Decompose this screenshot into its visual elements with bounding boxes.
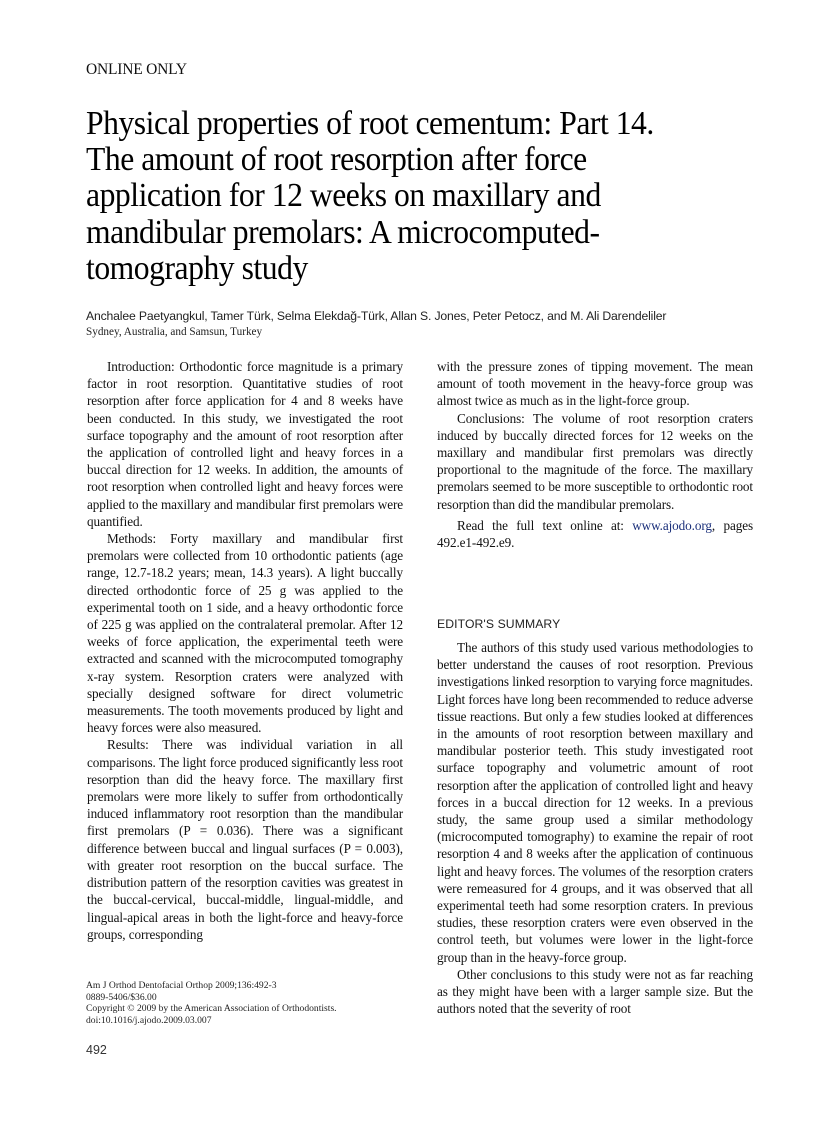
page-number: 492 [86,1043,107,1057]
author-list: Anchalee Paetyangkul, Tamer Türk, Selma Elekdağ-Türk, Allan S. Jones, Peter Petocz, and M. Ali Darendeliler [86,309,667,323]
read-full-text-suffix: , pages 492.e1-492.e9. [437,517,753,551]
article-title [86,106,728,287]
title-line: application for 12 weeks on maxillary and [86,177,601,215]
doi: doi:10.1016/j.ajodo.2009.03.007 [86,1014,212,1026]
editors-summary-body [437,639,753,1017]
editors-summary-heading: EDITOR'S SUMMARY [437,617,561,631]
abstract-methods: Methods: Forty maxillary and mandibular first premolars were collected from 10 orthodontic patients (age range, 12.7-18.2 years; mean, 14.3 years). A light buccally directed orthodontic force of 25 g was applied to the experimental tooth on 1 side, and a heavy orthodontic force of 225 g was applied on the contralateral premolar. After 12 weeks of force application, the experimental teeth were extracted and scanned with the microcomputed tomography x-ray system. Resorption craters were analyzed with specially designed software for direct volumetric measurements. The tooth movements produced by light and heavy forces were also measured. [87,531,403,736]
title-line: tomography study [86,249,308,287]
title-line: Physical properties of root cementum: Part 14. [86,105,654,142]
ajodo-link[interactable]: www.ajodo.org [632,517,712,533]
author-affiliation: Sydney, Australia, and Samsun, Turkey [86,326,263,338]
abstract-left-column [87,358,403,943]
issn-price: 0889-5406/$36.00 [86,991,157,1003]
citation-footer [86,980,337,1026]
abstract-right-column [437,358,753,551]
abstract-results: Results: There was individual variation in all comparisons. The light force produced significantly less root resorption than did the heavy force. The maxillary first premolars were more likely to suffer from orthodontically induced inflammatory root resorption than the mandibular first premolars (P = 0.036). There was a significant difference between buccal and lingual surfaces (P = 0.003), with greater root resorption on the buccal surface. The distribution pattern of the resorption cavities was greatest in the buccal-cervical, buccal-middle, lingual-middle, and lingual-apical areas in both the light-force and heavy-force groups, corresponding [87,737,403,942]
journal-citation: Am J Orthod Dentofacial Orthop 2009;136:492-3 [86,980,277,991]
editors-summary-paragraph: The authors of this study used various methodologies to better understand the causes of root resorption. Previous investigations linked resorption to varying force magnitudes. Light forces have long been recommended to reduce adverse tissue reactions. But only a few studies looked at differences in the amounts of root resorption between maxillary and mandibular posterior teeth. This study investigated root surface topography and volumetric amount of root resorption after the application of controlled light and heavy forces in a buccal direction for 12 weeks. In a previous study, the same group used a similar methodology (microcomputed tomography) to examine the repair of root resorption 4 and 8 weeks after the application of continuous light and heavy forces. The volumes of the resorption craters were remeasured for 4 groups, and it was observed that all experimental teeth had some resorption craters. In previous studies, these resorption craters were even observed in the control teeth, but volumes were lower in the light-force group than in the heavy-force group. [437,640,753,965]
title-line: mandibular premolars: A microcomputed- [86,213,600,251]
section-label: ONLINE ONLY [86,61,187,78]
title-line: The amount of root resorption after force [86,141,587,179]
abstract-results-continued: with the pressure zones of tipping movement. The mean amount of tooth movement in the heavy-force group was almost twice as much as in the light-force group. [437,359,753,409]
abstract-conclusions: Conclusions: The volume of root resorption craters induced by buccally directed forces for 12 weeks on the maxillary and mandibular first premolars was directly proportional to the magnitude of the force. The maxillary premolars seemed to be more susceptible to orthodontic root resorption than did the mandibular premolars. [437,410,753,512]
editors-summary-paragraph: Other conclusions to this study were not as far reaching as they might have been with a larger sample size. But the authors noted that the severity of root [437,966,753,1017]
abstract-introduction: Introduction: Orthodontic force magnitude is a primary factor in root resorption. Quantitative studies of root resorption after force application for 4 and 8 weeks have been conducted. In this study, we investigated the root surface topography and the amount of root resorption after the application of controlled light and heavy forces in a buccal direction for 12 weeks. In addition, the amounts of root resorption when controlled light and heavy forces were applied to the maxillary and mandibular first premolars were quantified. [87,359,403,529]
copyright-notice: Copyright © 2009 by the American Association of Orthodontists. [86,1003,337,1015]
read-full-text [437,517,753,551]
read-full-text-prefix: Read the full text online at: [457,517,633,533]
